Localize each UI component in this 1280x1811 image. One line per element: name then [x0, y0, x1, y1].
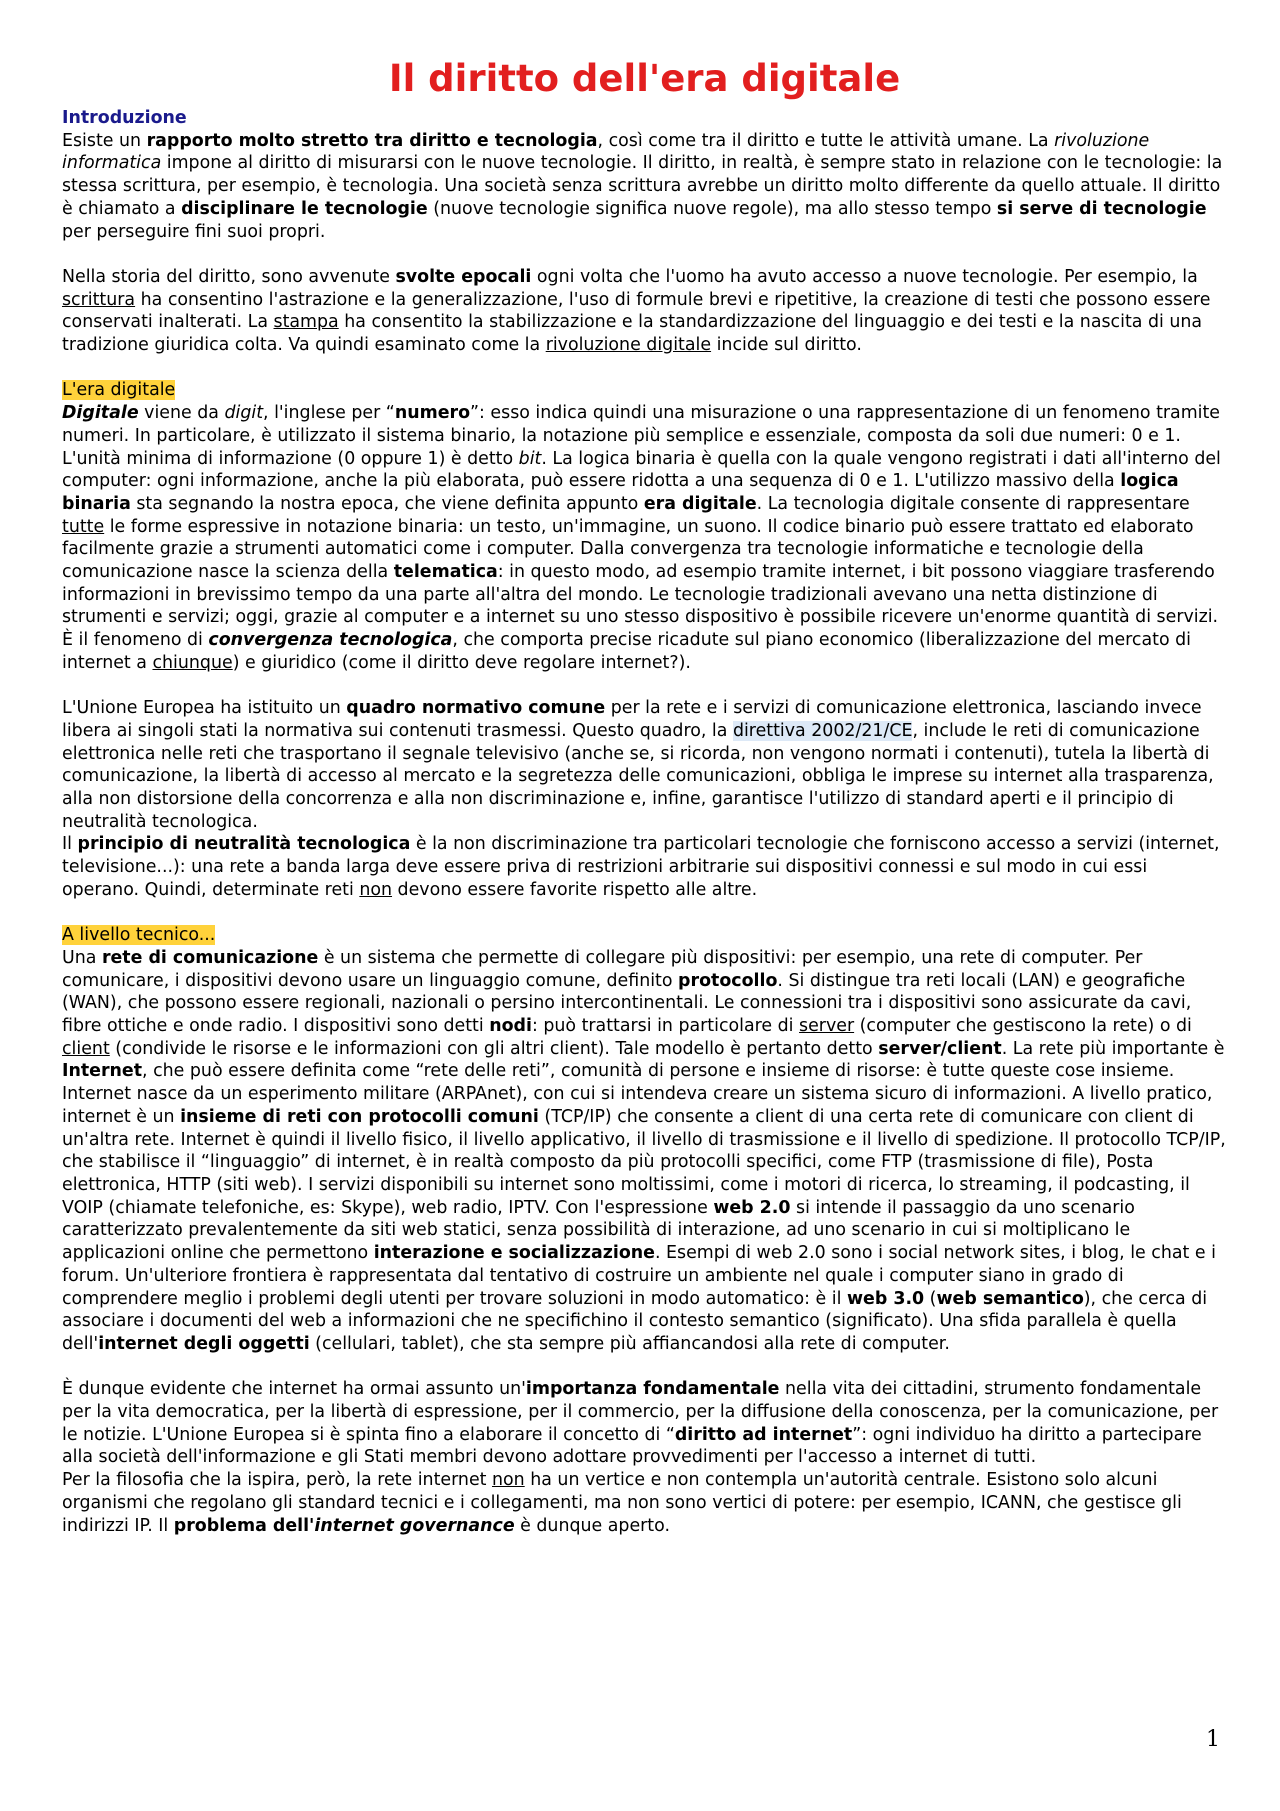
paragraph: Il principio di neutralità tecnologica è la non discriminazione tra particolari tecnologie che forniscono accesso a servizi (internet, televisione...): una rete a banda larga deve essere priva di restrizioni arbitrarie sui dispositivi connessi e sul modo in cui essi operano. Quindi, determinate reti non devono essere favorite rispetto alle altre.	[62, 834, 1220, 900]
paragraph: Digitale viene da digit, l'inglese per “numero”: esso indica quindi una misurazione o una rappresentazione di un fenomeno tramite numeri. In particolare, è utilizzato il sistema binario, la notazione più semplice e essenziale, composta da soli due numeri: 0 e 1. L'unità minima di informazione (0 oppure 1) è detto bit. La logica binaria è quella con la quale vengono registrati i dati all'interno del computer: ogni informazione, anche la più elaborata, può essere ridotta a una sequenza di 0 e 1. L'utilizzo massivo della logica binaria sta segnando la nostra epoca, che viene definita appunto era digitale. La tecnologia digitale consente di rappresentare tutte le forme espressive in notazione binaria: un testo, un'immagine, un suono. Il codice binario può essere trattato ed elaborato facilmente grazie a strumenti automatici come i computer. Dalla convergenza tra tecnologie informatiche e tecnologie della comunicazione nasce la scienza della telematica: in questo modo, ad esempio tramite internet, i bit possono viaggiare trasferendo informazioni in brevissimo tempo da una parte all'altra del mondo. Le tecnologie tradizionali avevano una netta distinzione di strumenti e servizi; oggi, grazie al computer e a internet su uno stesso dispositivo è possibile ricevere un'enorme quantità di servizi. È il fenomeno di convergenza tecnologica, che comporta precise ricadute sul piano economico (liberalizzazione del mercato di internet a chiunque) e giuridico (come il diritto deve regolare internet?).	[62, 403, 1221, 673]
paragraph: Una rete di comunicazione è un sistema che permette di collegare più dispositivi: per esempio, una rete di computer. Per comunicare, i dispositivi devono usare un linguaggio comune, definito protocollo. Si distingue tra reti locali (LAN) e geografiche (WAN), che possono essere regionali, nazionali o persino intercontinentali. Le connessioni tra i dispositivi sono assicurate da cavi, fibre ottiche e onde radio. I dispositivi sono detti nodi: può trattarsi in particolare di server (computer che gestiscono la rete) o di client (condivide le risorse e le informazioni con gli altri client). Tale modello è pertanto detto server/client. La rete più importante è Internet, che può essere definita come “rete delle reti”, comunità di persone e insieme di risorse: è tutte queste cose insieme. Internet nasce da un esperimento militare (ARPAnet), con cui si intendeva creare un sistema sicuro di informazioni. A livello pratico, internet è un insieme di reti con protocolli comuni (TCP/IP) che consente a client di una certa rete di comunicare con client di un'altra rete. Internet è quindi il livello fisico, il livello applicativo, il livello di trasmissione e il livello di spedizione. Il protocollo TCP/IP, che stabilisce il “linguaggio” di internet, è in realtà composto da più protocolli specifici, come FTP (trasmissione di file), Posta elettronica, HTTP (siti web). I servizi disponibili su internet sono moltissimi, come i motori di ricerca, lo streaming, il podcasting, il VOIP (chiamate telefoniche, es: Skype), web radio, IPTV. Con l'espressione web 2.0 si intende il passaggio da uno scenario caratterizzato prevalentemente da siti web statici, senza possibilità di interazione, ad uno scenario in cui si moltiplicano le applicazioni online che permettono interazione e socializzazione. Esempi di web 2.0 sono i social network sites, i blog, le chat e i forum. Un'ulteriore frontiera è rappresentata dal tentativo di costruire un ambiente nel quale i computer siano in grado di comprendere meglio i problemi degli utenti per trovare soluzioni in modo automatico: è il web 3.0 (web semantico), che cerca di associare i documenti del web a informazioni che ne specifichino il contesto semantico (significato). Una sfida parallela è quella dell'internet degli oggetti (cellulari, tablet), che sta sempre più affiancandosi alla rete di computer.	[62, 947, 1226, 1354]
paragraph: Per la filosofia che la ispira, però, la rete internet non ha un vertice e non contempla un'autorità centrale. Esistono solo alcuni organismi che regolano gli standard tecnici e i collegamenti, ma non sono vertici di potere: per esempio, ICANN, che gestisce gli indirizzi IP. Il problema dell'internet governance è dunque aperto.	[62, 1470, 1182, 1536]
page-number: 1	[1206, 1727, 1220, 1752]
document-page	[62, 55, 1227, 1537]
paragraph: È dunque evidente che internet ha ormai assunto un'importanza fondamentale nella vita dei cittadini, strumento fondamentale per la vita democratica, per la libertà di espressione, per il commercio, per la diffusione della conoscenza, per la comunicazione, per le notizie. L'Unione Europea si è spinta fino a elaborare il concetto di “diritto ad internet”: ogni individuo ha diritto a partecipare alla società dell'informazione e gli Stati membri devono adottare provvedimenti per l'accesso a internet di tutti.	[62, 1379, 1219, 1468]
section-heading-introduzione: Introduzione	[62, 108, 187, 128]
section-heading-era-digitale: L'era digitale	[62, 380, 176, 401]
page-title: Il diritto dell'era digitale	[388, 57, 901, 100]
paragraph: Esiste un rapporto molto stretto tra diritto e tecnologia, così come tra il diritto e tutte le attività umane. La rivoluzione informatica impone al diritto di misurarsi con le nuove tecnologie. Il diritto, in realtà, è sempre stato in relazione con le tecnologie: la stessa scrittura, per esempio, è tecnologia. Una società senza scrittura avrebbe un diritto molto differente da quello attuale. Il diritto è chiamato a disciplinare le tecnologie (nuove tecnologie significa nuove regole), ma allo stesso tempo si serve di tecnologie per perseguire fini suoi propri.	[62, 130, 1223, 242]
section-heading-livello-tecnico: A livello tecnico...	[62, 925, 216, 946]
paragraph: Nella storia del diritto, sono avvenute svolte epocali ogni volta che l'uomo ha avuto accesso a nuove tecnologie. Per esempio, la scrittura ha consentino l'astrazione e la generalizzazione, l'uso di formule brevi e ripetitive, la creazione di testi che possono essere conservati inalterati. La stampa ha consentito la stabilizzazione e la standardizzazione del linguaggio e dei testi e la nascita di una tradizione giuridica colta. Va quindi esaminato come la rivoluzione digitale incide sul diritto.	[62, 266, 1211, 356]
directive-link[interactable]: direttiva 2002/21/CE	[732, 720, 913, 741]
paragraph: L'Unione Europea ha istituito un quadro normativo comune per la rete e i servizi di comunicazione elettronica, lasciando invece libera ai singoli stati la normativa sui contenuti trasmessi. Questo quadro, la direttiva 2002/21/CE, include le reti di comunicazione elettronica nelle reti che trasportano il segnale televisivo (anche se, si ricorda, non vengono normati i contenuti), tutela la libertà di comunicazione, la libertà di accesso al mercato e la segretezza delle comunicazioni, obbliga le imprese su internet alla trasparenza, alla non distorsione della concorrenza e alla non discriminazione e, infine, garantisce l'utilizzo di standard aperti e il principio di neutralità tecnologica.	[62, 698, 1214, 832]
